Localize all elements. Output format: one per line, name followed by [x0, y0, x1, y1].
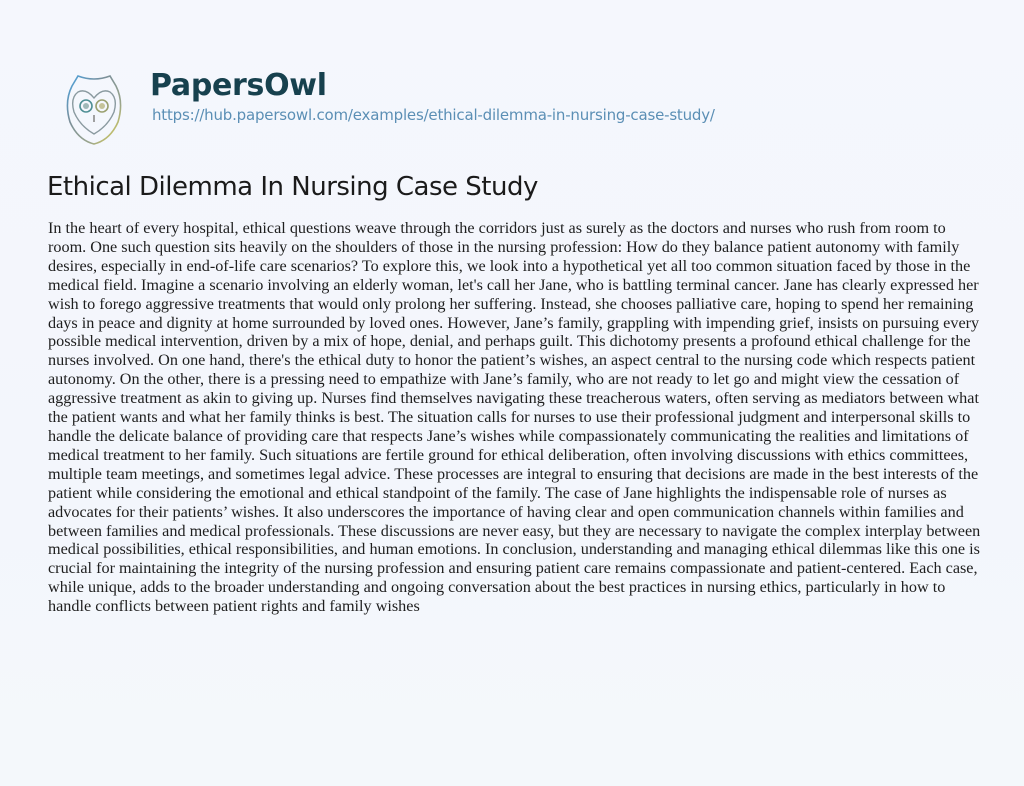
brand-name: PapersOwl	[150, 68, 327, 103]
essay-line: multiple team meetings, and sometimes legal advice. These processes are integral to ensuring that decisions are made in the best interests of the	[48, 464, 979, 483]
source-url-link[interactable]: https://hub.papersowl.com/examples/ethical-dilemma-in-nursing-case-study/	[152, 106, 715, 124]
essay-line: medical possibilities, ethical responsibilities, and human emotions. In conclusion, understanding and managing ethical dilemmas like this one is	[48, 540, 980, 559]
essay-line: medical field. Imagine a scenario involving an elderly woman, let's call her Jane, who is battling terminal cancer. Jane has clearly expressed her	[48, 275, 979, 294]
essay-line: advocates for their patients’ wishes. It also underscores the importance of having clear and open communication channels within families and	[48, 502, 964, 521]
essay-line: room. One such question sits heavily on the shoulders of those in the nursing profession: How do they balance patient autonomy with family	[48, 237, 960, 256]
owl-icon	[54, 68, 134, 148]
essay-line: possible medical intervention, driven by a mix of hope, denial, and perhaps guilt. This dichotomy presents a profound ethical challenge for the	[48, 332, 971, 351]
essay-line: aggressive treatment as akin to giving up. Nurses find themselves navigating these treacherous waters, often serving as mediators between what	[48, 389, 979, 408]
essay-line: wish to forego aggressive treatments that would only prolong her suffering. Instead, she chooses palliative care, hoping to spend her remaining	[48, 294, 974, 313]
essay-line: crucial for maintaining the integrity of the nursing profession and ensuring patient care remains compassionate and patient-centered. Each case,	[48, 559, 978, 578]
page-title: Ethical Dilemma In Nursing Case Study	[47, 172, 538, 202]
essay-line: days in peace and dignity at home surrounded by loved ones. However, Jane’s family, grappling with impending grief, insists on pursuing every	[48, 313, 980, 332]
essay-line: nurses involved. On one hand, there's the ethical duty to honor the patient’s wishes, an aspect central to the nursing code which respects patient	[48, 351, 976, 370]
essay-line: handle conflicts between patient rights and family wishes	[48, 597, 420, 616]
essay-line: handle the delicate balance of providing care that respects Jane’s wishes while compassionately communicating the realities and limitations of	[48, 426, 969, 445]
essay-line: the patient wants and what her family thinks is best. The situation calls for nurses to use their professional judgment and interpersonal skills to	[48, 408, 971, 427]
essay-line: patient while considering the emotional and ethical standpoint of the family. The case of Jane highlights the indispensable role of nurses as	[48, 483, 947, 502]
essay-body	[48, 219, 998, 616]
essay-line: autonomy. On the other, there is a pressing need to empathize with Jane’s family, who are not ready to let go and might view the cessation of	[48, 370, 960, 389]
essay-line: while unique, adds to the broader understanding and ongoing conversation about the best practices in nursing ethics, particularly in how to	[48, 578, 946, 597]
essay-line: desires, especially in end-of-life care scenarios? To explore this, we look into a hypothetical yet all too common situation faced by those in the	[48, 256, 971, 275]
site-header	[42, 68, 942, 158]
essay-line: In the heart of every hospital, ethical questions weave through the corridors just as surely as the doctors and nurses who rush from room to	[48, 219, 946, 237]
essay-line: between families and medical professionals. These discussions are never easy, but they are necessary to navigate the complex interplay between	[48, 521, 981, 540]
essay-line: medical treatment to her family. Such situations are fertile ground for ethical deliberation, often involving discussions with ethics committees,	[48, 445, 969, 464]
